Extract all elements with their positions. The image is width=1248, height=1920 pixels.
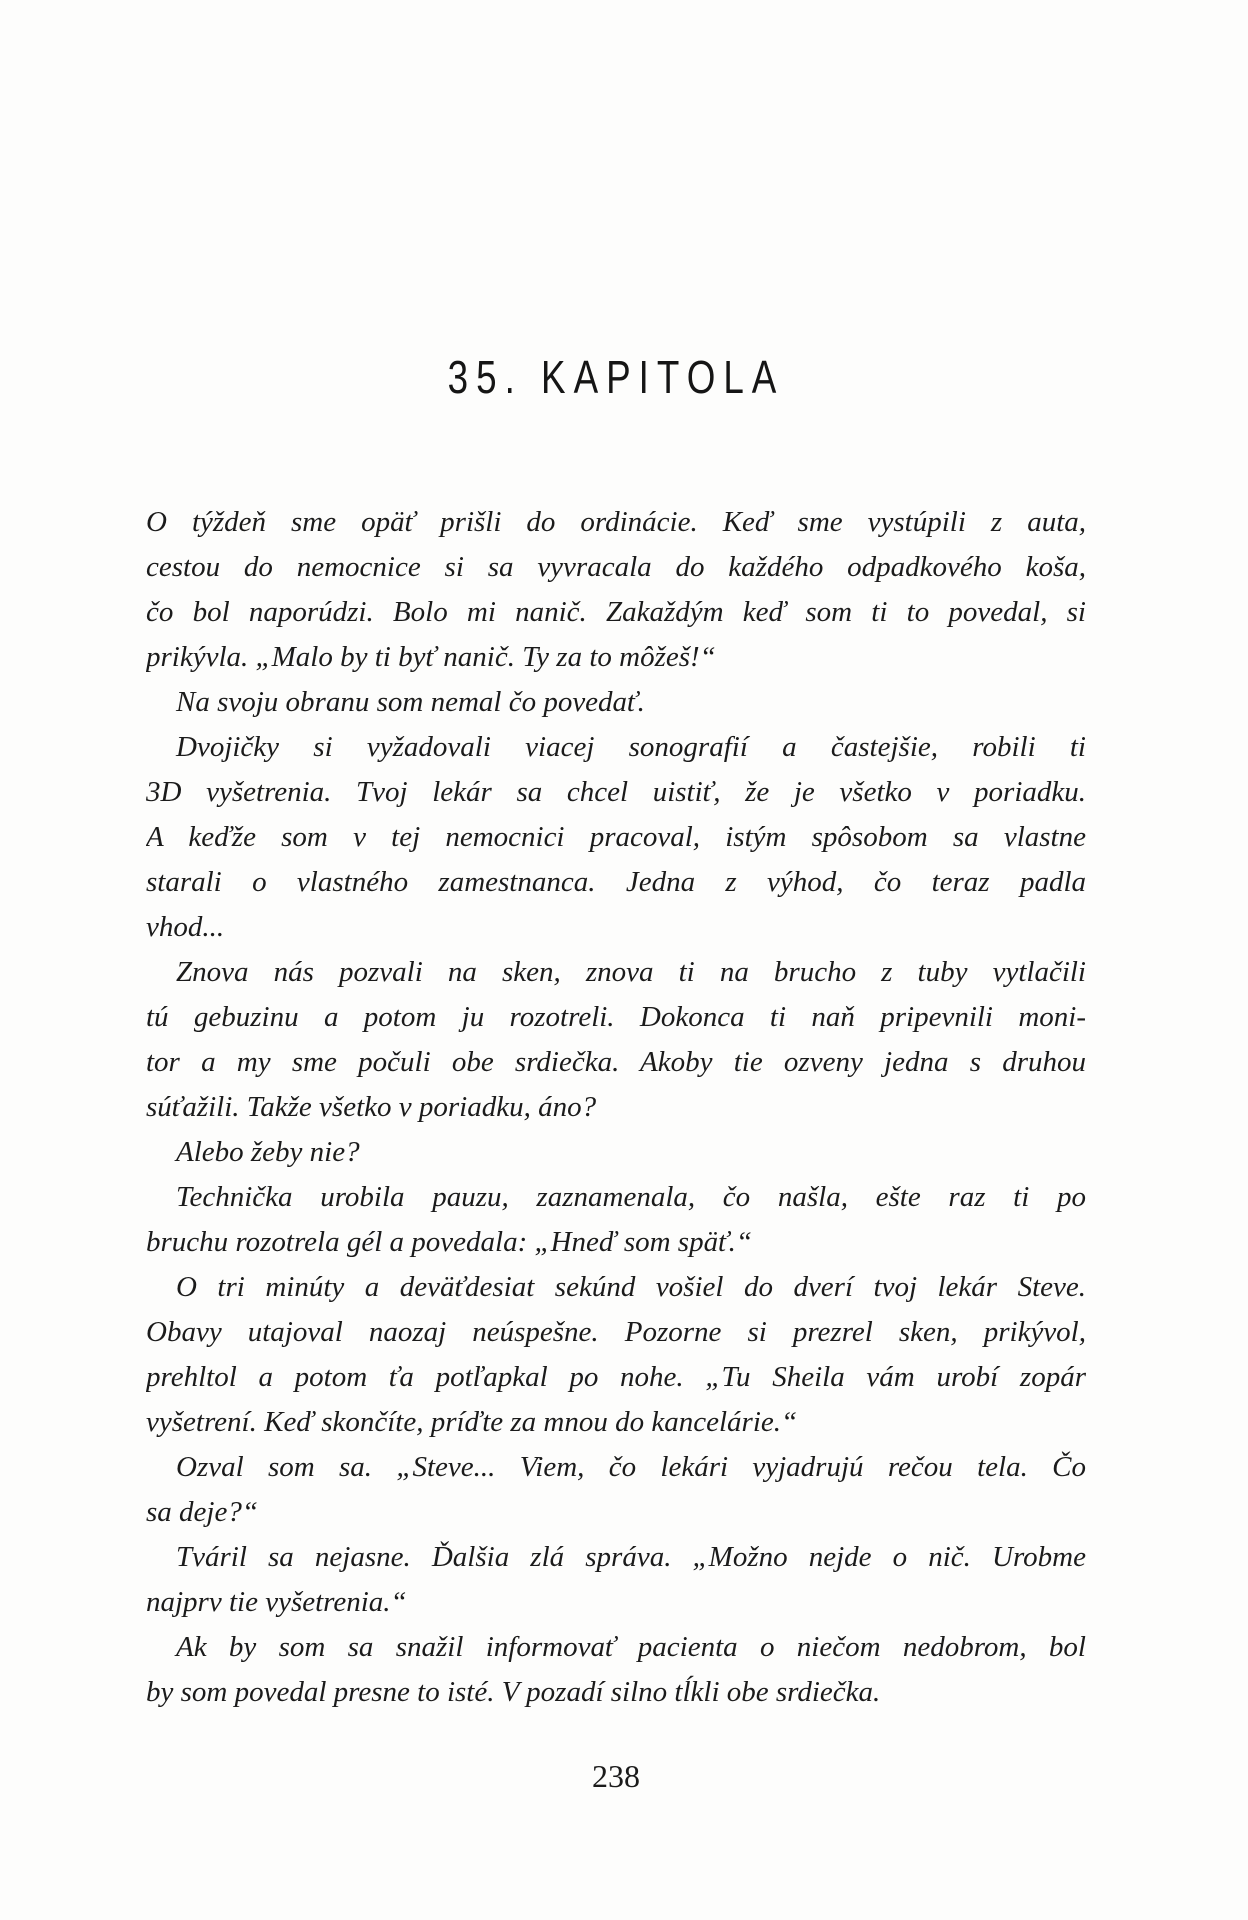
body-text xyxy=(146,500,1086,1715)
text-line: Tváril sa nejasne. Ďalšia zlá správa. „Možno nejde o nič. Urobme xyxy=(176,1541,1086,1573)
text-line: vhod... xyxy=(146,911,225,943)
text-line: Alebo žeby nie? xyxy=(176,1136,360,1168)
text-line: A keďže som v tej nemocnici pracoval, istým spôsobom sa vlastne xyxy=(146,821,1086,853)
text-line: Technička urobila pauzu, zaznamenala, čo našla, ešte raz ti po xyxy=(176,1181,1086,1213)
text-line: starali o vlastného zamestnanca. Jedna z výhod, čo teraz padla xyxy=(146,866,1086,898)
text-line: súťažili. Takže všetko v poriadku, áno? xyxy=(146,1091,597,1123)
text-line: Na svoju obranu som nemal čo povedať. xyxy=(176,686,645,718)
text-line: 3D vyšetrenia. Tvoj lekár sa chcel uistiť, že je všetko v poriadku. xyxy=(146,776,1086,808)
text-line: vyšetrení. Keď skončíte, príďte za mnou do kancelárie.“ xyxy=(146,1406,798,1438)
text-line: Ak by som sa snažil informovať pacienta o niečom nedobrom, bol xyxy=(176,1631,1086,1663)
text-line: O týždeň sme opäť prišli do ordinácie. Keď sme vystúpili z auta, xyxy=(146,506,1086,538)
page-number: 238 xyxy=(592,1758,640,1794)
text-line: tú gebuzinu a potom ju rozotreli. Dokonca ti naň pripevnili moni- xyxy=(146,1001,1086,1033)
text-line: prikývla. „Malo by ti byť nanič. Ty za to môžeš!“ xyxy=(146,641,716,673)
text-line: Ozval som sa. „Steve... Viem, čo lekári vyjadrujú rečou tela. Čo xyxy=(176,1451,1086,1483)
text-line: bruchu rozotrela gél a povedala: „Hneď som späť.“ xyxy=(146,1226,753,1258)
text-line: by som povedal presne to isté. V pozadí silno tĺkli obe srdiečka. xyxy=(146,1676,881,1708)
text-line: najprv tie vyšetrenia.“ xyxy=(146,1586,407,1618)
text-line: sa deje?“ xyxy=(146,1496,258,1528)
text-line: O tri minúty a deväťdesiat sekúnd vošiel do dverí tvoj lekár Steve. xyxy=(176,1271,1086,1303)
text-line: Obavy utajoval naozaj neúspešne. Pozorne si prezrel sken, prikývol, xyxy=(146,1316,1086,1348)
text-line: tor a my sme počuli obe srdiečka. Akoby tie ozveny jedna s druhou xyxy=(146,1046,1086,1078)
text-line: Znova nás pozvali na sken, znova ti na brucho z tuby vytlačili xyxy=(176,956,1086,988)
text-line: Dvojičky si vyžadovali viacej sonografií a častejšie, robili ti xyxy=(176,731,1086,763)
text-line: čo bol naporúdzi. Bolo mi nanič. Zakaždým keď som ti to povedal, si xyxy=(146,596,1086,628)
text-line: prehltol a potom ťa potľapkal po nohe. „Tu Sheila vám urobí zopár xyxy=(146,1361,1086,1393)
text-line: cestou do nemocnice si sa vyvracala do každého odpadkového koša, xyxy=(146,551,1086,583)
chapter-title: 35. KAPITOLA xyxy=(447,351,785,403)
